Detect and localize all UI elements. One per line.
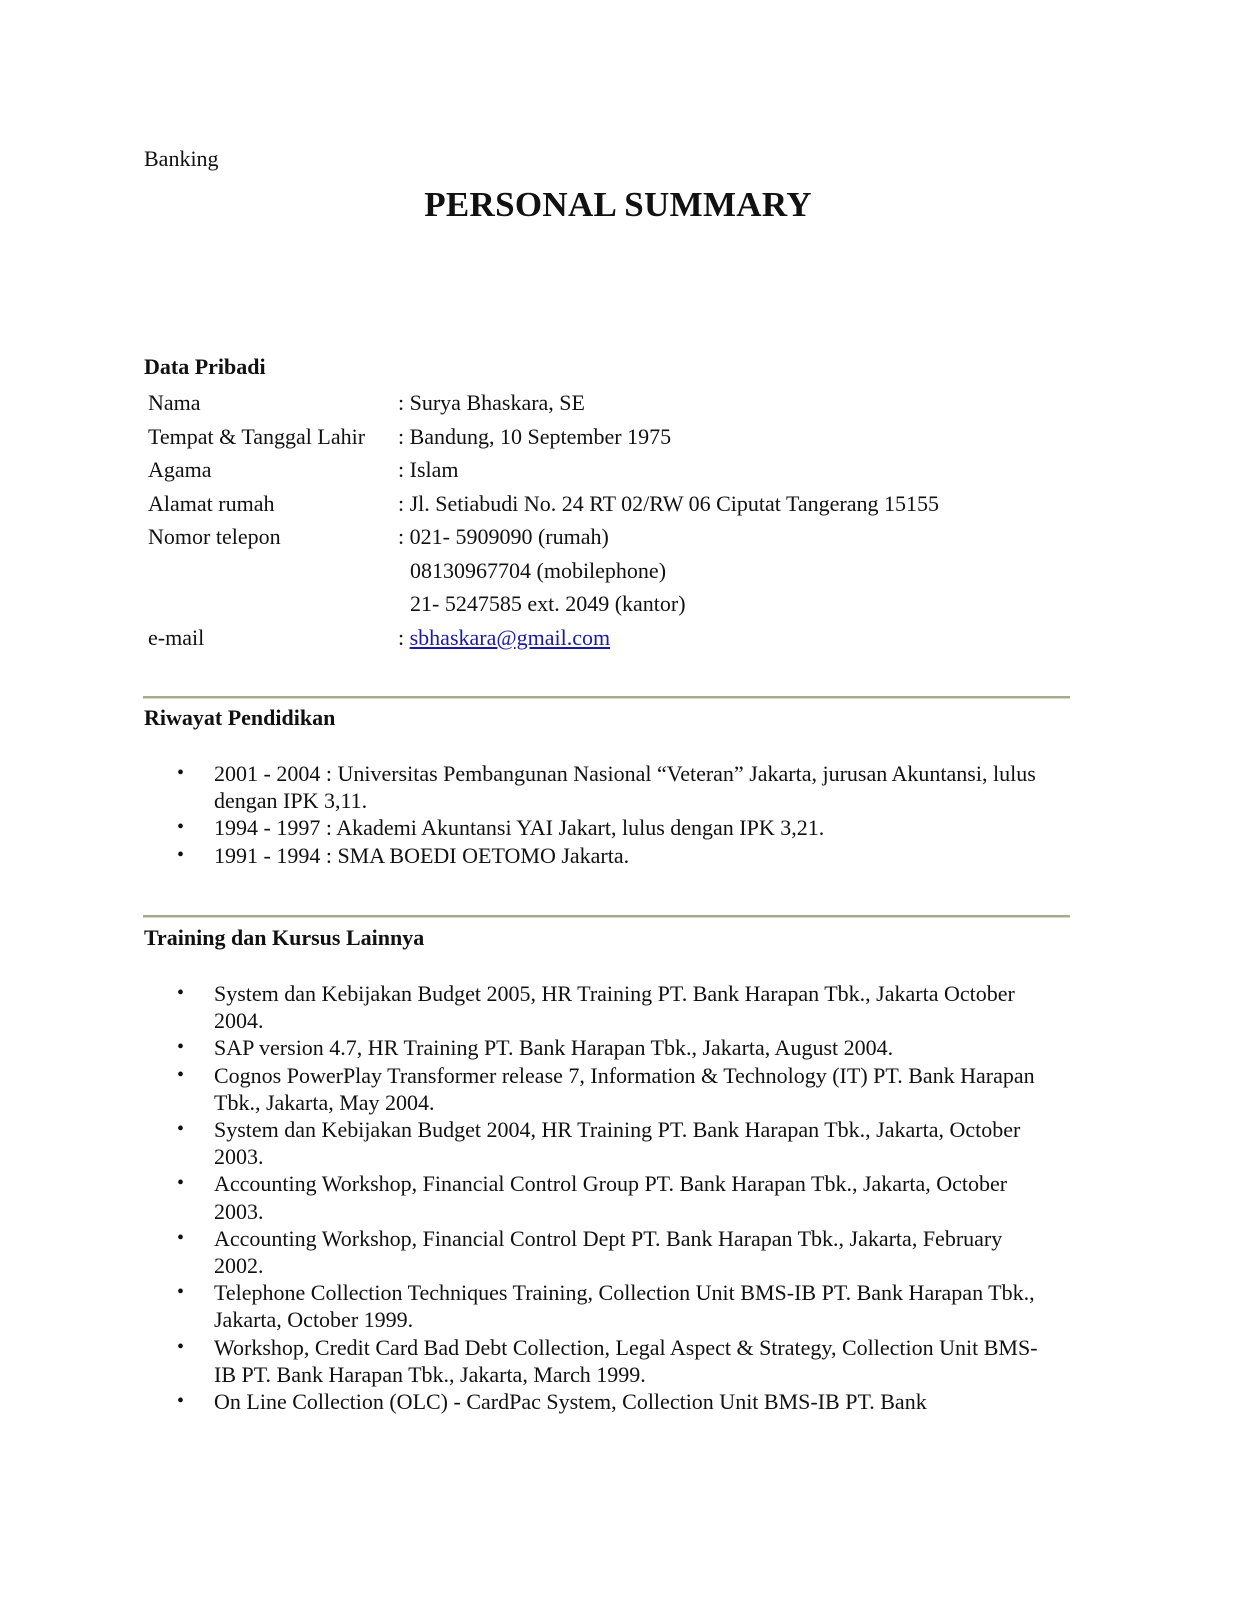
list-item	[144, 814, 1044, 841]
list-item	[144, 1334, 1044, 1388]
info-label: Tempat & Tanggal Lahir	[148, 423, 366, 449]
info-row-office-phone	[148, 587, 939, 621]
info-row-name	[148, 386, 939, 420]
list-item-text: 1994 - 1997 : Akademi Akuntansi YAI Jakart, lulus dengan IPK 3,21.	[214, 815, 825, 841]
bullet-icon: •	[177, 843, 185, 866]
list-item	[144, 1388, 1044, 1415]
list-item-text: 1991 - 1994 : SMA BOEDI OETOMO Jakarta.	[214, 842, 630, 868]
info-value: : Surya Bhaskara, SE	[398, 390, 585, 415]
office-phone: 21- 5247585 ext. 2049 (kantor)	[410, 591, 686, 616]
document-category: Banking	[144, 146, 219, 171]
info-label: Agama	[148, 457, 212, 482]
list-item	[144, 760, 1044, 814]
document-title: PERSONAL SUMMARY	[424, 185, 812, 224]
list-item	[144, 1170, 1044, 1224]
info-label	[148, 554, 398, 588]
bullet-icon: •	[177, 1390, 185, 1413]
bullet-icon: •	[177, 982, 185, 1004]
info-row-mobile	[148, 554, 939, 588]
list-item-text: Accounting Workshop, Financial Control Dept PT. Bank Harapan Tbk., Jakarta, February 2002.	[214, 1225, 1003, 1279]
training-list	[144, 980, 1044, 1415]
list-item-text: System dan Kebijakan Budget 2004, HR Training PT. Bank Harapan Tbk., Jakarta, October 2003.	[214, 1117, 1021, 1170]
list-item-text: Telephone Collection Techniques Training, Collection Unit BMS-IB PT. Bank Harapan Tbk., Jakarta, October 1999.	[214, 1280, 1035, 1333]
list-item-text: SAP version 4.7, HR Training PT. Bank Harapan Tbk., Jakarta, August 2004.	[214, 1035, 894, 1061]
info-row-religion	[148, 453, 939, 487]
education-heading: Riwayat Pendidikan	[144, 705, 336, 730]
bullet-icon: •	[177, 1036, 185, 1059]
section-divider	[143, 915, 1070, 918]
info-label: Nomor telepon	[148, 524, 281, 549]
list-item-text: On Line Collection (OLC) - CardPac System, Collection Unit BMS-IB PT. Bank	[214, 1389, 927, 1415]
info-row-birth	[148, 420, 939, 454]
bullet-icon: •	[177, 1335, 185, 1358]
list-item-text: System dan Kebijakan Budget 2005, HR Training PT. Bank Harapan Tbk., Jakarta October 2004.	[214, 981, 1015, 1034]
list-item	[144, 842, 1044, 869]
email-link[interactable]: sbhaskara@gmail.com	[409, 624, 611, 650]
list-item-text: Cognos PowerPlay Transformer release 7, Information & Technology (IT) PT. Bank Harapan Tbk., Jakarta, May 2004.	[214, 1062, 1035, 1115]
list-item	[144, 1062, 1044, 1116]
bullet-icon: •	[177, 1063, 185, 1086]
bullet-icon: •	[177, 1118, 185, 1141]
list-item	[144, 1034, 1044, 1061]
personal-data-heading: Data Pribadi	[144, 354, 266, 379]
bullet-icon: •	[177, 816, 185, 839]
list-item	[144, 1225, 1044, 1279]
info-value: : Jl. Setiabudi No. 24 RT 02/RW 06 Ciputat Tangerang 15155	[398, 490, 940, 516]
bullet-icon: •	[177, 1226, 185, 1249]
info-value	[398, 621, 610, 655]
email-prefix: :	[398, 624, 410, 650]
info-value: : Islam	[398, 457, 459, 482]
list-item-text: Accounting Workshop, Financial Control Group PT. Bank Harapan Tbk., Jakarta, October 2003.	[214, 1171, 1008, 1224]
bullet-icon: •	[177, 1172, 185, 1195]
personal-data-table	[148, 386, 939, 654]
info-value	[398, 554, 666, 588]
list-item	[144, 980, 1044, 1034]
info-label	[148, 587, 398, 621]
section-divider	[143, 696, 1070, 699]
info-row-phone	[148, 520, 939, 554]
list-item-text: 2001 - 2004 : Universitas Pembangunan Nasional “Veteran” Jakarta, jurusan Akuntansi, lulus dengan IPK 3,11.	[214, 761, 1036, 814]
info-row-email	[148, 621, 939, 655]
list-item	[144, 1116, 1044, 1170]
info-row-address	[148, 487, 939, 521]
education-list	[144, 760, 1044, 869]
info-value: : 021- 5909090 (rumah)	[398, 524, 609, 549]
list-item-text: Workshop, Credit Card Bad Debt Collection, Legal Aspect & Strategy, Collection Unit BMS-IB PT. Bank Harapan Tbk., Jakarta, March 1999.	[214, 1334, 1038, 1387]
info-value: : Bandung, 10 September 1975	[398, 423, 672, 449]
info-label: Nama	[148, 390, 201, 415]
training-heading: Training dan Kursus Lainnya	[144, 925, 425, 950]
list-item	[144, 1279, 1044, 1333]
mobile-phone: 08130967704 (mobilephone)	[410, 557, 667, 583]
info-label: e-mail	[148, 624, 205, 650]
info-value	[398, 587, 686, 621]
bullet-icon: •	[177, 762, 185, 784]
bullet-icon: •	[177, 1281, 185, 1304]
info-label: Alamat rumah	[148, 490, 275, 516]
